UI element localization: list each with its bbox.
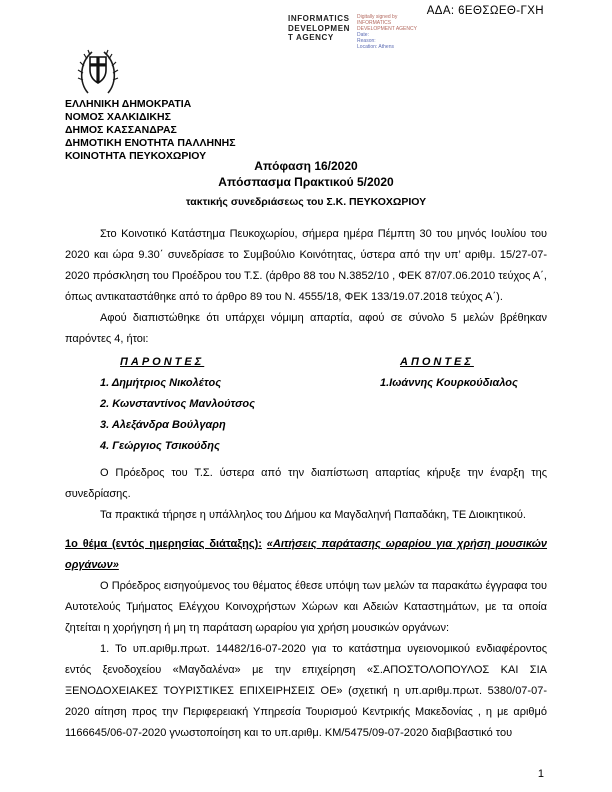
present-member: 3. Αλεξάνδρα Βούλγαρη — [100, 419, 226, 431]
present-header: ΠΑΡΟΝΤΕΣ — [120, 356, 205, 368]
session-subtitle: τακτικής συνεδριάσεως του Σ.Κ. ΠΕΥΚΟΧΩΡΙΟΥ — [185, 196, 427, 208]
present-member: 1. Δημήτριος Νικολέτος — [100, 377, 222, 389]
signature-detail-line: Location: Athens — [357, 44, 394, 50]
letterhead-line: ΕΛΛΗΝΙΚΗ ΔΗΜΟΚΡΑΤΙΑ — [65, 98, 192, 110]
absent-header: ΑΠΟΝΤΕΣ — [400, 356, 474, 368]
signature-detail-line: Reason: — [357, 38, 376, 44]
signature-agency-line: DEVELOPMEN — [288, 23, 351, 33]
letterhead-line: ΔΗΜΟΤΙΚΗ ΕΝΟΤΗΤΑ ΠΑΛΛΗΝΗΣ — [65, 137, 236, 149]
minutes-subtitle: Απόσπασμα Πρακτικού 5/2020 — [218, 175, 394, 189]
title-block — [65, 158, 547, 210]
letterhead — [65, 98, 236, 163]
topic-title: «Αιτήσεις παράτασης ωραρίου για χρήση μουσικών οργάνων» — [65, 538, 548, 571]
application-item-paragraph: 1. Το υπ.αριθμ.πρωτ. 14482/16-07-2020 για το κατάστημα υγειονομικού ενδιαφέροντος εντός ξενοδοχείου «Μαγδαλένα» με την επιχείρηση «Σ.ΑΠΟΣΤΟΛΟΠΟΥΛΟΣ ΚΑΙ ΣΙΑ ΞΕΝΟΔΟΧΕΙΑΚΕΣ ΤΟΥΡΙΣΤΙΚΕΣ ΕΠΙΧΕΙΡΗΣΕΙΣ ΟΕ» (σχετική η υπ.αριθμ.πρωτ. 5380/07-07-2020 αίτηση προς την Περιφερειακή Υπηρεσία Τουρισμού Κεντρικής Μακεδονίας , η με αριθμό 1166645/06-07-2020 γνωστοποίηση και το υπ.αριθμ. ΚΜ/5475/09-07-2020 διαβιβαστικό του — [65, 643, 547, 739]
signature-detail-line: Digitally signed by — [357, 14, 398, 20]
greek-coat-of-arms-icon — [76, 48, 120, 96]
letterhead-line: ΔΗΜΟΣ ΚΑΣΣΑΝΔΡΑΣ — [65, 124, 177, 136]
present-column — [65, 352, 340, 457]
signature-detail-line: DEVELOPMENT AGENCY — [357, 26, 417, 32]
attendance-section — [65, 352, 547, 457]
signature-detail-line: Date: — [357, 32, 369, 38]
signature-detail-line: INFORMATICS — [357, 20, 392, 26]
signature-details — [357, 14, 437, 50]
letterhead-line: ΝΟΜΟΣ ΧΑΛΚΙΔΙΚΗΣ — [65, 111, 171, 123]
quorum-paragraph: Αφού διαπιστώθηκε ότι υπάρχει νόμιμη απαρτία, αφού σε σύνολο 5 μελών βρέθηκαν παρόντες 4, ήτοι: — [65, 312, 547, 345]
signature-agency-line: T AGENCY — [288, 33, 334, 42]
topic-intro-paragraph: Ο Πρόεδρος εισηγούμενος του θέματος έθεσε υπόψη των μελών τα παρακάτω έγγραφα του Αυτοτελούς Τμήματος Ελέγχου Κοινοχρήστων Χώρων και Αδειών Καταστημάτων, με τα οποία ζητείται η χορήγηση ή μη τη παράταση ωραρίου για χρήση μουσικών οργάνων: — [65, 580, 547, 634]
signature-agency-line: INFORMATICS — [288, 14, 350, 23]
absent-column — [340, 352, 518, 457]
absent-member: 1.Ιωάννης Κουρκούδιαλος — [380, 377, 518, 389]
letterhead-line: ΚΟΙΝΟΤΗΤΑ ΠΕΥΚΟΧΩΡΙΟΥ — [65, 150, 207, 162]
topic-heading — [65, 534, 547, 576]
ada-number: ΑΔΑ: 6ΕΘΣΩΕΘ-ΓΧΗ — [426, 5, 544, 17]
intro-paragraph: Στο Κοινοτικό Κατάστημα Πευκοχωρίου, σήμερα ημέρα Πέμπτη 30 του μηνός Ιουλίου του 2020 και ώρα 9.30΄ συνεδρίασε το Συμβούλιο Κοινότητας, ύστερα από την υπ’ αριθμ. 15/27-07-2020 πρόσκληση του Προέδρου του Τ.Σ. (άρθρο 88 του Ν.3852/10 , ΦΕΚ 87/07.06.2010 τεύχος Α΄, όπως αντικαταστάθηκε από το άρθρο 89 του Ν. 4555/18, ΦΕΚ 133/19.07.2018 τεύχος Α΄). — [65, 228, 547, 303]
page-number: 1 — [537, 768, 544, 780]
signature-agency-name — [288, 14, 350, 50]
decision-title: Απόφαση 16/2020 — [254, 159, 358, 173]
minutes-keeper-paragraph: Τα πρακτικά τήρησε η υπάλληλος του Δήμου κα Μαγδαληνή Παπαδάκη, ΤΕ Διοικητικού. — [100, 509, 526, 521]
present-member: 4. Γεώργιος Τσικούδης — [100, 440, 220, 452]
present-member: 2. Κωνσταντίνος Μανλούτσος — [100, 398, 255, 410]
document-body — [65, 158, 547, 744]
session-opening-paragraph: Ο Πρόεδρος του Τ.Σ. ύστερα από την διαπίστωση απαρτίας κήρυξε την έναρξη της συνεδρίασης. — [65, 467, 547, 500]
topic-label: 1ο θέμα (εντός ημερησίας διάταξης): — [65, 538, 262, 550]
digital-signature-stamp — [288, 14, 437, 50]
